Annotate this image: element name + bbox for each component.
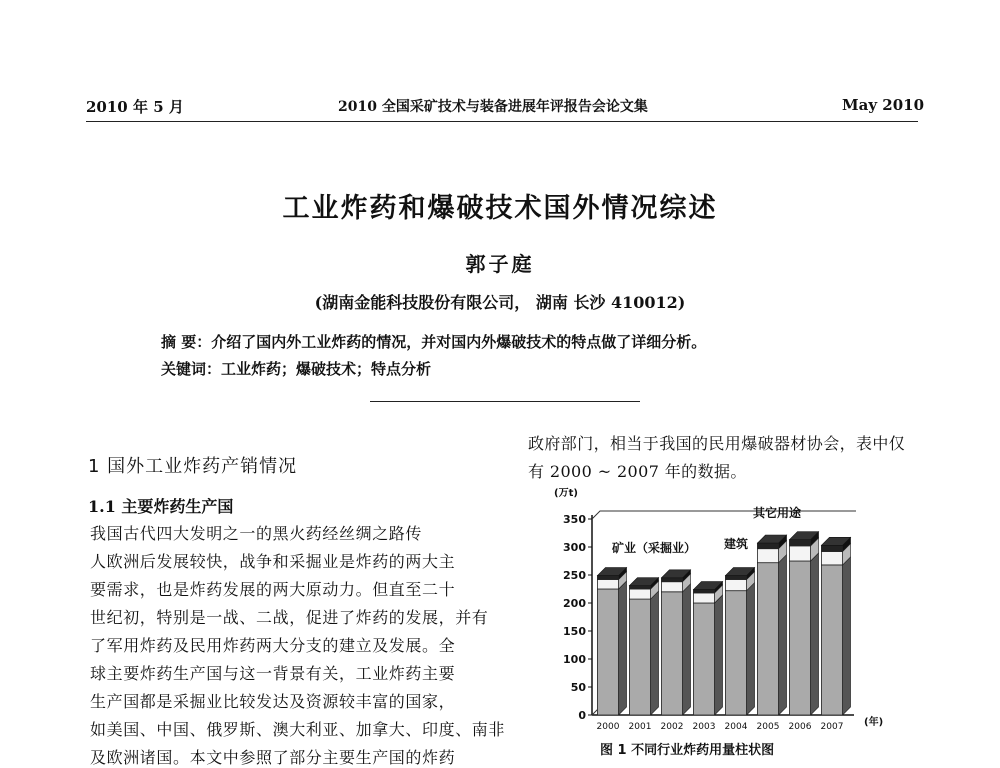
chart-back-frame: [592, 511, 856, 519]
bar-segment-3: [821, 545, 842, 551]
author: 郭子庭: [465, 252, 535, 276]
bar-segment-1: [693, 603, 714, 715]
annotation-construction: 建筑: [724, 537, 749, 551]
y-tick-label: 300: [563, 541, 586, 554]
x-tick-label: 2005: [756, 722, 780, 732]
body-line: 如美国、中国、俄罗斯、澳大利亚、加拿大、印度、南非: [90, 720, 506, 739]
body-line: 球主要炸药生产国与这一背景有关，工业炸药主要: [90, 664, 456, 683]
body-line: 要需求，也是炸药发展的两大原动力。但直至二十: [90, 580, 456, 599]
y-tick-label: 350: [563, 513, 586, 526]
bar-segment-2: [757, 549, 778, 563]
bar-segment-1: [597, 589, 618, 715]
section-1-heading: 1 国外工业炸药产销情况: [88, 456, 298, 477]
bar-segment-2: [597, 579, 618, 589]
header-date: 2010 年 5 月: [86, 98, 184, 116]
bar-side-1: [811, 553, 819, 715]
y-axis-title: (万t): [554, 488, 578, 499]
bar-segment-3: [597, 576, 618, 580]
annotation-mining: 矿业（采掘业）: [612, 541, 697, 555]
body-line: 有 2000 ~ 2007 年的数据。: [528, 462, 747, 481]
x-tick-label: 2002: [660, 722, 684, 732]
affiliation: (湖南金能科技股份有限公司， 湖南 长沙 410012): [314, 293, 686, 312]
bar-segment-3: [757, 543, 778, 549]
x-tick-label: 2006: [788, 722, 812, 732]
header-date-english: May 2010: [842, 96, 925, 114]
bar-segment-2: [725, 579, 746, 590]
bar-side-1: [683, 584, 691, 715]
body-line: 生产国都是采掘业比较发达及资源较丰富的国家，: [90, 692, 456, 711]
x-tick-label: 2000: [596, 722, 620, 732]
body-line: 世纪初，特别是一战、二战，促进了炸药的发展，并有: [90, 608, 489, 627]
figure-caption: 图 1 不同行业炸药用量柱状图: [600, 743, 775, 758]
y-tick-label: 50: [570, 681, 586, 694]
bar-side-1: [651, 591, 659, 715]
bar-side-1: [779, 555, 787, 715]
keywords: 关键词：工业炸药；爆破技术；特点分析: [161, 360, 432, 378]
bar-segment-2: [821, 551, 842, 564]
body-line: 及欧洲诸国。本文中参照了部分主要生产国的炸药: [90, 748, 456, 767]
bar-side-1: [843, 557, 851, 715]
body-line: 了军用炸药及民用炸药两大分支的建立及发展。全: [90, 636, 456, 655]
y-tick-label: 100: [563, 653, 586, 666]
y-tick-label: 250: [563, 569, 586, 582]
paper-title: 工业炸药和爆破技术国外情况综述: [282, 193, 718, 224]
bar-side-1: [619, 581, 627, 715]
x-tick-label: 2001: [628, 722, 652, 732]
bar-segment-2: [789, 546, 810, 561]
bar-segment-1: [821, 565, 842, 715]
bar-chart: [548, 482, 908, 737]
x-axis-title: (年): [864, 717, 884, 728]
separator-rule: [370, 401, 640, 402]
bar-segment-3: [629, 586, 650, 589]
x-tick-label: 2007: [820, 722, 844, 732]
abstract: 摘 要：介绍了国内外工业炸药的情况，并对国内外爆破技术的特点做了详细分析。: [161, 333, 707, 351]
bar-side-1: [747, 583, 755, 715]
bar-segment-2: [693, 593, 714, 603]
section-1-1-heading: 1.1 主要炸药生产国: [88, 497, 234, 516]
body-line: 政府部门，相当于我国的民用爆破器材协会，表中仅: [528, 434, 906, 453]
body-line: 人欧洲后发展较快，战争和采掘业是炸药的两大主: [90, 552, 456, 571]
bar-segment-2: [629, 589, 650, 599]
y-tick-label: 150: [563, 625, 586, 638]
x-tick-label: 2003: [692, 722, 716, 732]
annotation-other-uses: 其它用途: [753, 506, 802, 520]
bar-segment-3: [661, 578, 682, 582]
bar-segment-1: [725, 591, 746, 715]
bar-segment-1: [661, 592, 682, 715]
bar-segment-2: [661, 582, 682, 592]
y-tick-label: 200: [563, 597, 586, 610]
bar-segment-1: [629, 599, 650, 715]
bar-side-1: [715, 595, 723, 715]
header-rule: [86, 121, 918, 122]
y-tick-label: 0: [578, 709, 586, 722]
bar-segment-3: [693, 590, 714, 593]
bar-segment-1: [789, 561, 810, 715]
header-proceedings-title: 2010 全国采矿技术与装备进展年评报告会论文集: [338, 99, 648, 115]
body-line: 我国古代四大发明之一的黑火药经丝绸之路传: [90, 524, 423, 543]
bar-segment-3: [725, 576, 746, 580]
bar-segment-3: [789, 540, 810, 546]
x-tick-label: 2004: [724, 722, 748, 732]
bar-segment-1: [757, 563, 778, 715]
